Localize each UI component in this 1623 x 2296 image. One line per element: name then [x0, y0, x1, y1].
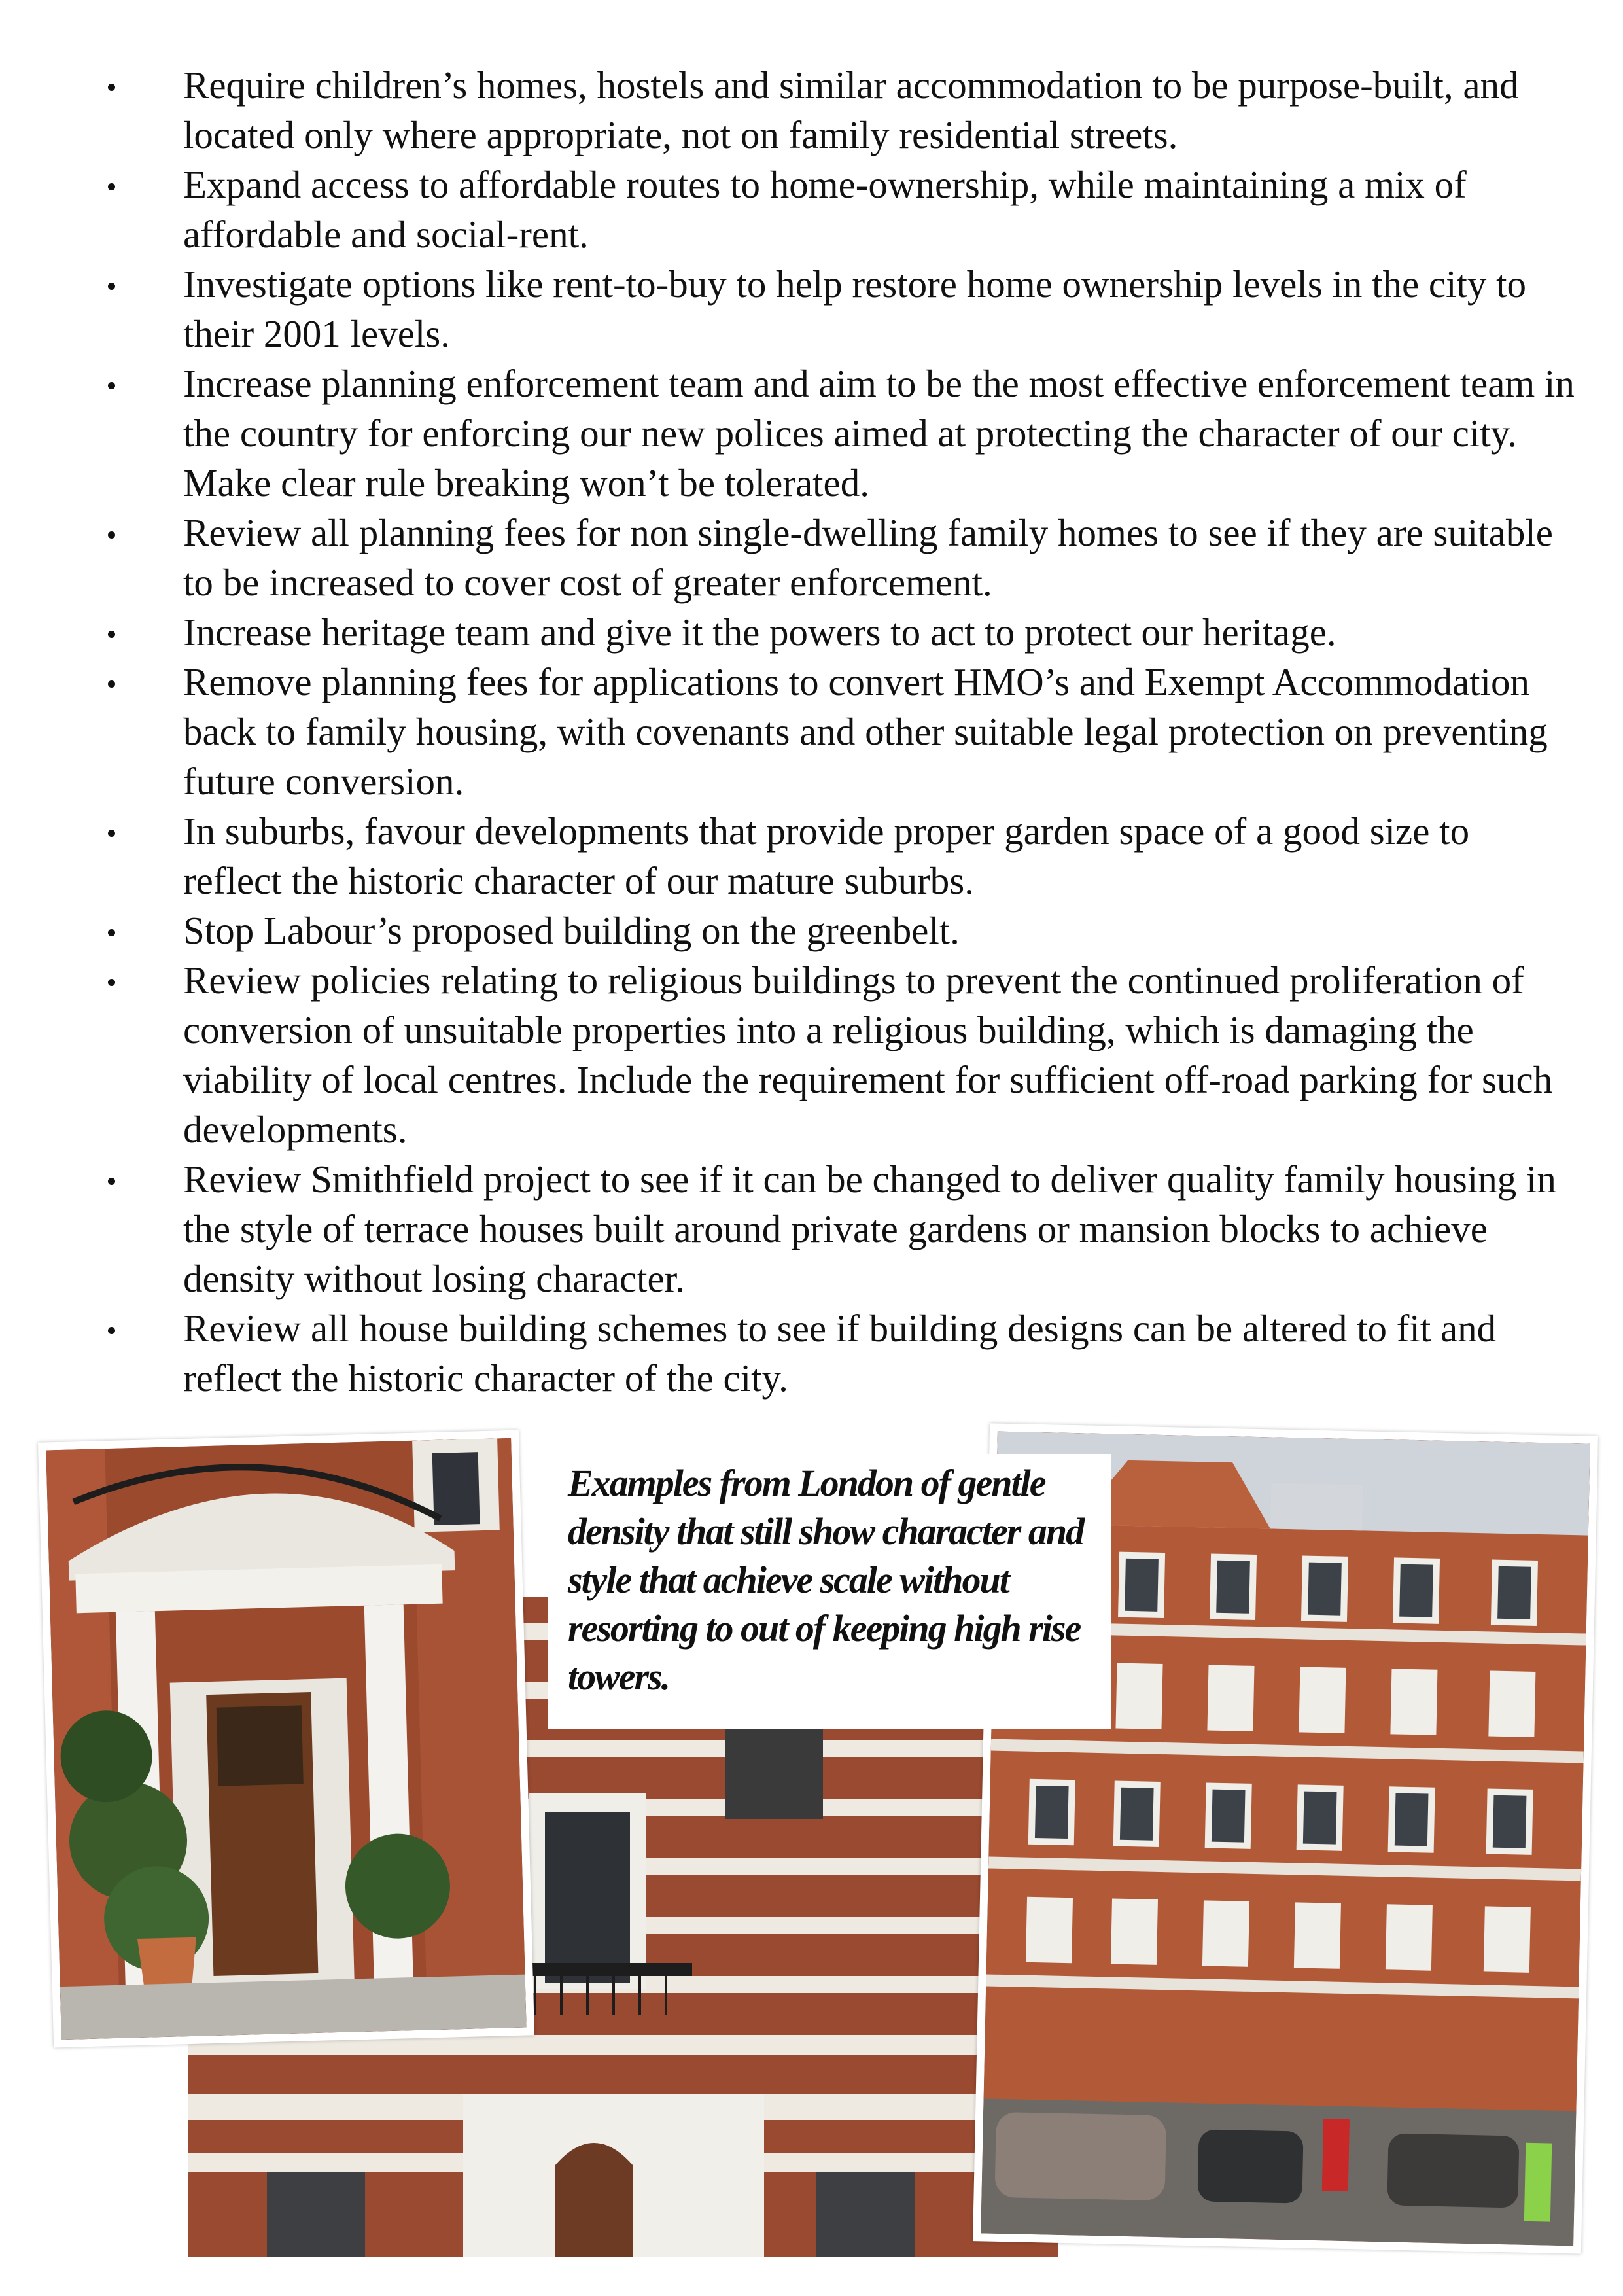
bullet-icon [108, 979, 115, 986]
list-item [98, 906, 1577, 955]
list-item [98, 657, 1577, 806]
doorway-illustration [46, 1438, 526, 2040]
bullet-icon [108, 183, 115, 190]
bullet-text: Expand access to affordable routes to home-ownership, while maintaining a mix of affordable and social-rent. [183, 163, 1467, 256]
bullet-text: Increase planning enforcement team and aim to be the most effective enforcement team in the country for enforcing our new polices aimed at protecting the character of our city. Make clear rule breaking won’t be tolerated. [183, 362, 1575, 504]
bullet-text: Stop Labour’s proposed building on the greenbelt. [183, 909, 960, 952]
bullet-icon [108, 929, 115, 936]
list-item [98, 607, 1577, 657]
bullet-text: Investigate options like rent-to-buy to help restore home ownership levels in the city to their 2001 levels. [183, 262, 1527, 355]
bullet-text: Review Smithfield project to see if it can be changed to deliver quality family housing in the style of terrace houses built around private gardens or mansion blocks to achieve density without losing character. [183, 1157, 1556, 1300]
bullet-icon [108, 1178, 115, 1185]
bullet-icon [108, 830, 115, 837]
photo-caption: Examples from London of gentle density that still show character and style that achieve scale without resorting to out of keeping high rise towers. [568, 1462, 1084, 1698]
list-item [98, 1154, 1577, 1303]
bullet-text: Remove planning fees for applications to convert HMO’s and Exempt Accommodation back to family housing, with covenants and other suitable legal protection on preventing future conversion. [183, 660, 1548, 803]
photo-doorway-with-columns [46, 1438, 526, 2040]
bullet-icon [108, 382, 115, 389]
bullet-icon [108, 531, 115, 539]
bullet-icon [108, 631, 115, 638]
bullet-icon [108, 1327, 115, 1334]
list-item [98, 160, 1577, 259]
bullet-text: Review all planning fees for non single-dwelling family homes to see if they are suitable to be increased to cover cost of greater enforcement. [183, 511, 1553, 604]
list-item [98, 508, 1577, 607]
list-item [98, 1303, 1577, 1403]
photo-caption-box [548, 1454, 1111, 1729]
list-item [98, 955, 1577, 1154]
policy-bullet-list [98, 60, 1577, 1403]
list-item [98, 60, 1577, 160]
bullet-icon [108, 680, 115, 688]
bullet-icon [108, 283, 115, 290]
bullet-text: Require children’s homes, hostels and similar accommodation to be purpose-built, and located only where appropriate, not on family residential streets. [183, 63, 1519, 156]
bullet-text: Increase heritage team and give it the powers to act to protect our heritage. [183, 610, 1336, 654]
list-item [98, 359, 1577, 508]
bullet-text: In suburbs, favour developments that provide proper garden space of a good size to reflect the historic character of our mature suburbs. [183, 809, 1470, 902]
list-item [98, 806, 1577, 906]
bullet-text: Review all house building schemes to see if building designs can be altered to fit and reflect the historic character of the city. [183, 1307, 1497, 1400]
bullet-text: Review policies relating to religious buildings to prevent the continued proliferation of conversion of unsuitable properties into a religious building, which is damaging the viability of local centres. Include the requirement for sufficient off-road parking for such developments. [183, 959, 1553, 1151]
bullet-icon [108, 84, 115, 91]
photo-frame-left [38, 1430, 534, 2048]
list-item [98, 259, 1577, 359]
